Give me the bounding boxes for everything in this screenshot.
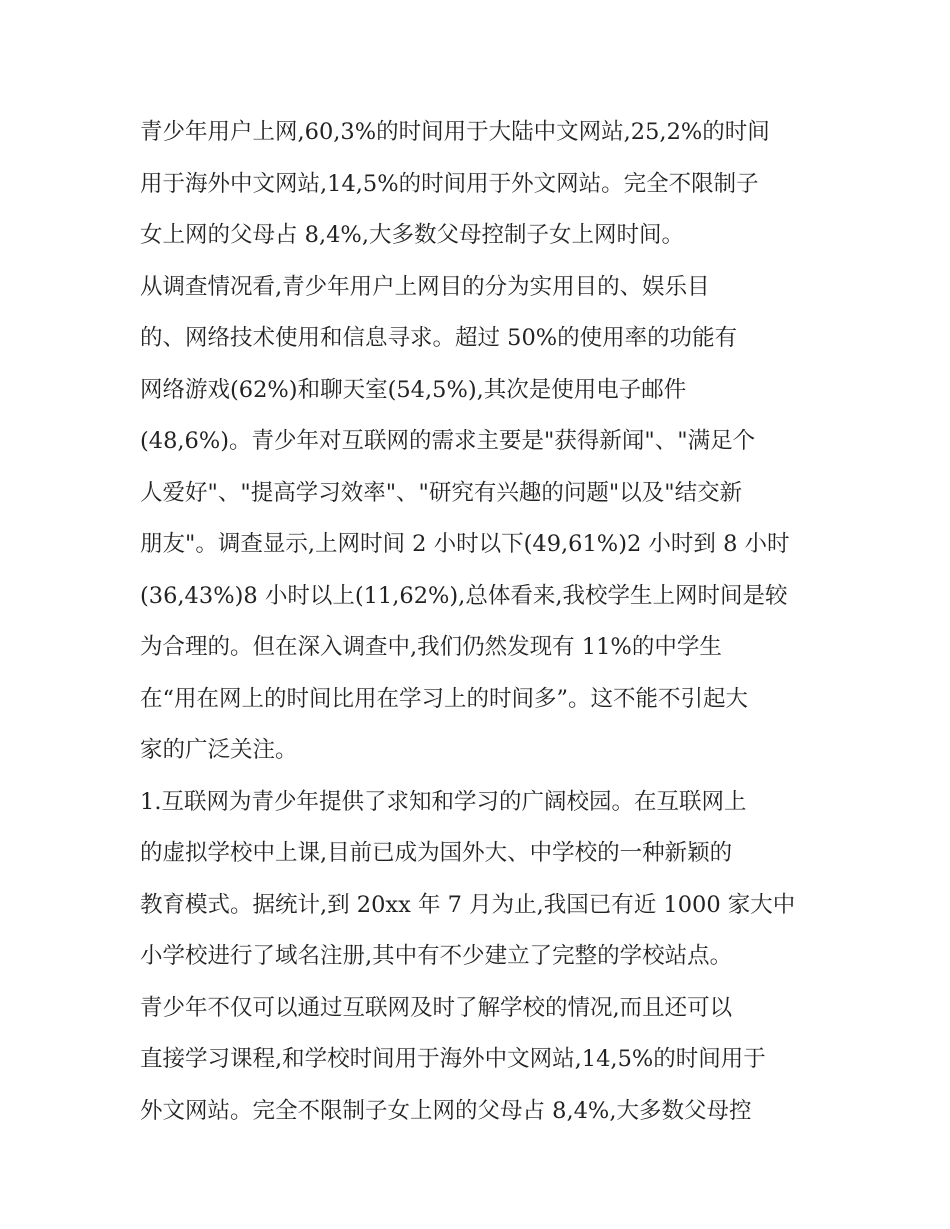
text-line: 从调查情况看,青少年用户上网目的分为实用目的、娱乐目 bbox=[140, 273, 710, 300]
text-line: 朋友"。调查显示,上网时间 2 小时以下(49,61%)2 小时到 8 小时 bbox=[140, 531, 790, 557]
text-line: 青少年用户上网,60,3%的时间用于大陆中文网站,25,2%的时间 bbox=[140, 119, 770, 145]
text-line: 家的广泛关注。 bbox=[140, 737, 298, 763]
text-line: 的虚拟学校中上课,目前已成为国外大、中学校的一种新颖的 bbox=[140, 840, 733, 866]
text-line: 1.互联网为青少年提供了求知和学习的广阔校园。在互联网上 bbox=[140, 788, 747, 815]
text-line: 的、网络技术使用和信息寻求。超过 50%的使用率的功能有 bbox=[140, 325, 738, 351]
text-line: 青少年不仅可以通过互联网及时了解学校的情况,而且还可以 bbox=[140, 994, 733, 1021]
text-line: 人爱好"、"提高学习效率"、"研究有兴趣的问题"以及"结交新 bbox=[140, 479, 743, 506]
text-line: 外文网站。完全不限制子女上网的父母占 8,4%,大多数父母控 bbox=[140, 1097, 752, 1124]
text-line: 小学校进行了域名注册,其中有不少建立了完整的学校站点。 bbox=[140, 943, 733, 969]
text-line: 女上网的父母占 8,4%,大多数父母控制子女上网时间。 bbox=[140, 222, 684, 248]
text-line: 用于海外中文网站,14,5%的时间用于外文网站。完全不限制子 bbox=[140, 170, 759, 197]
text-line: 网络游戏(62%)和聊天室(54,5%),其次是使用电子邮件 bbox=[140, 376, 687, 403]
body-text bbox=[140, 107, 820, 1137]
text-line: (48,6%)。青少年对互联网的需求主要是"获得新闻"、"满足个 bbox=[140, 428, 756, 454]
text-line: (36,43%)8 小时以上(11,62%),总体看来,我校学生上网时间是较 bbox=[140, 582, 788, 609]
text-line: 直接学习课程,和学校时间用于海外中文网站,14,5%的时间用于 bbox=[140, 1046, 766, 1072]
text-line: 在“用在网上的时间比用在学习上的时间多”。这不能不引起大 bbox=[140, 685, 749, 712]
text-line: 教育模式。据统计,到 20xx 年 7 月为止,我国已有近 1000 家大中 bbox=[140, 891, 796, 918]
text-line: 为合理的。但在深入调查中,我们仍然发现有 11%的中学生 bbox=[140, 634, 722, 660]
